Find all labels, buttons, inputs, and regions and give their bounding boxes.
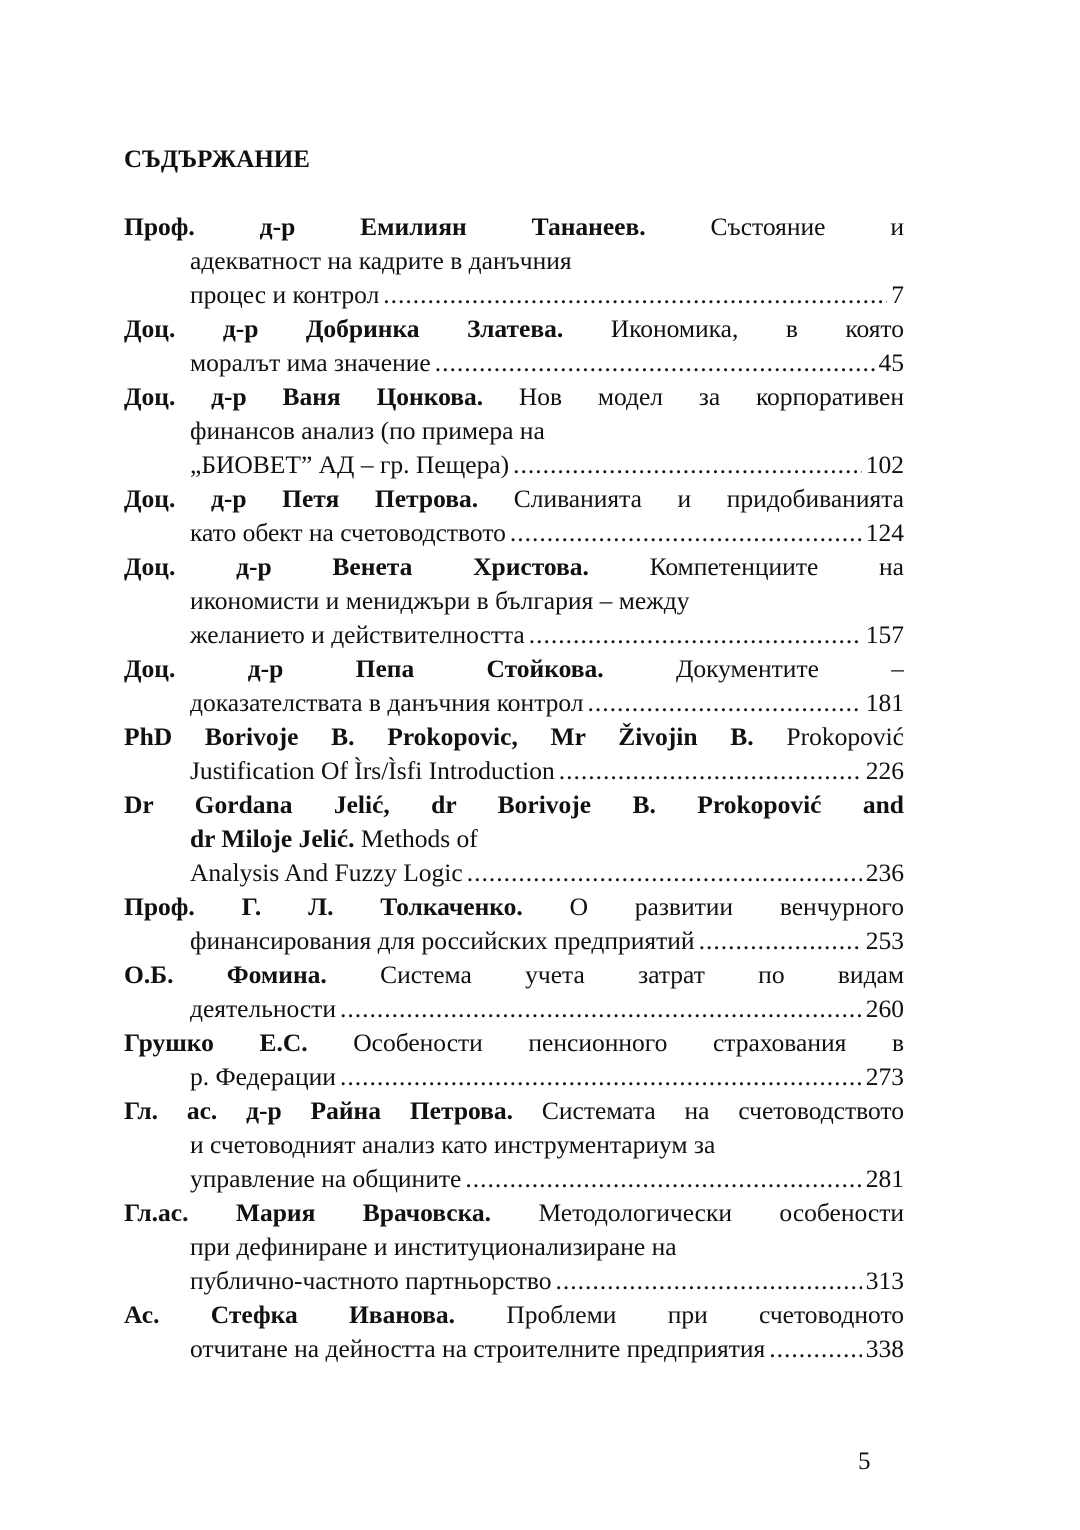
toc-leader-dots [465, 1162, 861, 1196]
toc-entry-title-end: Justification Of Ìrs/Ìsfi Introduction [190, 756, 555, 785]
toc-leader-dots [588, 686, 862, 720]
toc-entry-first-line [124, 958, 904, 992]
toc-leader-dots [513, 448, 862, 482]
toc-entry [124, 1094, 904, 1196]
toc-entry-author: Доц. д-р Пепа Стойкова. [124, 654, 604, 683]
toc-entry-last-line [124, 618, 904, 652]
page-number: 5 [858, 1448, 871, 1475]
toc-entry-title-end: р. Федерации [190, 1062, 336, 1091]
toc-entry-author: Доц. д-р Добринка Златева. [124, 314, 564, 343]
toc-entry-last-line [124, 754, 904, 788]
toc-entry-last-line [124, 516, 904, 550]
toc-entry-title-start: Икономика, в която [563, 314, 904, 343]
toc-entry-second-line [124, 822, 904, 856]
toc-page-number: 181 [865, 688, 904, 717]
toc-entry-first-line [124, 1196, 904, 1230]
toc-entry-title-end: управление на общините [190, 1164, 462, 1193]
toc-entry-title-line: и счетоводният анализ като инструментариум за [190, 1130, 716, 1159]
toc-entry-title-end: финансирования для российских предприятий [190, 926, 695, 955]
toc-entry-author: Ас. Стефка Иванова. [124, 1300, 456, 1329]
toc-page-number: 226 [865, 756, 904, 785]
toc-leader-dots [559, 754, 862, 788]
toc-entry-last-line [124, 448, 904, 482]
toc-leader-dots [555, 1264, 861, 1298]
toc-entry-author: PhD Borivoje B. Prokopovic, Mr Živojin B. [124, 722, 754, 751]
toc-entry-first-line [124, 210, 904, 244]
toc-entry-first-line [124, 550, 904, 584]
toc-entry-title-start: Проблеми при счетоводното [455, 1300, 904, 1329]
toc-entry-author: Грушко Е.С. [124, 1028, 308, 1057]
toc-entry [124, 652, 904, 720]
toc-entry-author: О.Б. Фомина. [124, 960, 327, 989]
toc-entry [124, 720, 904, 788]
toc-entry-title-start: Система учета затрат по видам [326, 960, 904, 989]
toc-entry-first-line [124, 1298, 904, 1332]
toc-entry [124, 958, 904, 1026]
toc-entry-title-start: Нов модел за корпоративен [483, 382, 904, 411]
toc-entry-first-line [124, 652, 904, 686]
toc-entry [124, 890, 904, 958]
toc-entry [124, 482, 904, 550]
toc-leader-dots [383, 278, 887, 312]
toc-entry-author: Dr Gordana Jelić, dr Borivoje B. Prokopović and [124, 790, 904, 819]
toc-entry-last-line [124, 1332, 904, 1366]
toc-entry-title-end: „БИОВЕТ” АД – гр. Пещера) [190, 450, 510, 479]
toc-leader-dots [510, 516, 862, 550]
toc-entry-title-start: Methods of [354, 824, 478, 853]
toc-entry-author: Проф. д-р Емилиян Тананеев. [124, 212, 646, 241]
toc-entry-title-line: икономисти и мениджъри в българия – между [190, 586, 690, 615]
toc-page-number: 313 [865, 1266, 904, 1295]
toc-entry [124, 550, 904, 652]
toc-entry-title-end: отчитане на дейността на строителните предприятия [190, 1334, 766, 1363]
toc-entry-first-line [124, 312, 904, 346]
toc-entry-last-line [124, 1060, 904, 1094]
toc-entry-title-start: Състояние и [645, 212, 904, 241]
toc-entry-title-start: Prokopović [753, 722, 904, 751]
toc-leader-dots [340, 1060, 862, 1094]
toc-entry-last-line [124, 278, 904, 312]
toc-leader-dots [769, 1332, 861, 1366]
toc-entry-title-end: доказателствата в данъчния контрол [190, 688, 584, 717]
toc-entry-author: Проф. Г. Л. Толкаченко. [124, 892, 523, 921]
toc-entry [124, 380, 904, 482]
table-of-contents [124, 210, 904, 1366]
toc-entry-first-line [124, 1026, 904, 1060]
toc-entry-title-end: Analysis And Fuzzy Logic [190, 858, 463, 887]
toc-entry-title-start: О развитии венчурного [522, 892, 904, 921]
toc-entry-last-line [124, 1264, 904, 1298]
toc-entry-title-start: Методологически особености [491, 1198, 904, 1227]
toc-entry-author: Гл. ас. д-р Райна Петрова. [124, 1096, 514, 1125]
toc-leader-dots [435, 346, 875, 380]
toc-leader-dots [467, 856, 862, 890]
toc-entry-author: Гл.ас. Мария Врачовска. [124, 1198, 492, 1227]
toc-entry-author: Доц. д-р Петя Петрова. [124, 484, 479, 513]
toc-entry-title-start: Особености пенсионного страхования в [307, 1028, 904, 1057]
toc-entry [124, 788, 904, 890]
toc-entry-last-line [124, 992, 904, 1026]
toc-page-number: 157 [865, 620, 904, 649]
toc-leader-dots [529, 618, 862, 652]
toc-entry-author: Доц. д-р Венета Христова. [124, 552, 589, 581]
toc-entry-first-line [124, 720, 904, 754]
toc-page-number: 124 [865, 518, 904, 547]
toc-page-number: 102 [865, 450, 904, 479]
toc-entry-title-start: Системата на счетоводството [513, 1096, 904, 1125]
toc-entry-author: Доц. д-р Ваня Цонкова. [124, 382, 484, 411]
toc-entry-title-line: адекватност на кадрите в данъчния [190, 246, 572, 275]
toc-page-number: 273 [865, 1062, 904, 1091]
toc-entry-first-line [124, 1094, 904, 1128]
toc-entry-title-end: желанието и действителността [190, 620, 525, 649]
toc-entry-title-start: Компетенциите на [588, 552, 904, 581]
toc-entry-title-end: процес и контрол [190, 280, 380, 309]
toc-entry-author-continued: dr Miloje Jelić. [190, 824, 355, 853]
toc-page-number: 253 [865, 926, 904, 955]
toc-entry-first-line [124, 482, 904, 516]
toc-entry-title-end: деятельности [190, 994, 336, 1023]
toc-entry-title-start: Сливанията и придобиванията [478, 484, 904, 513]
page-title: СЪДЪРЖАНИЕ [124, 146, 310, 173]
toc-leader-dots [699, 924, 862, 958]
toc-entry [124, 1196, 904, 1298]
toc-entry-last-line [124, 346, 904, 380]
toc-entry [124, 1026, 904, 1094]
toc-leader-dots [340, 992, 862, 1026]
toc-entry-last-line [124, 856, 904, 890]
toc-entry [124, 1298, 904, 1366]
toc-entry-title-line: финансов анализ (по примера на [190, 416, 545, 445]
toc-entry-title-end: публично-частното партньорство [190, 1266, 552, 1295]
toc-page-number: 260 [865, 994, 904, 1023]
toc-entry-first-line [124, 890, 904, 924]
toc-entry-first-line [124, 788, 904, 822]
toc-entry [124, 312, 904, 380]
toc-entry-title-end: като обект на счетоводството [190, 518, 506, 547]
toc-entry-title-start: Документите – [603, 654, 904, 683]
toc-entry [124, 210, 904, 312]
toc-entry-last-line [124, 686, 904, 720]
toc-page-number: 7 [891, 280, 904, 309]
toc-page-number: 338 [865, 1334, 904, 1363]
toc-entry-title-end: моралът има значение [190, 348, 431, 377]
toc-page-number: 281 [865, 1164, 904, 1193]
toc-page-number: 45 [878, 348, 904, 377]
toc-page-number: 236 [865, 858, 904, 887]
toc-entry-first-line [124, 380, 904, 414]
toc-entry-last-line [124, 1162, 904, 1196]
toc-entry-title-line: при дефиниране и институционализиране на [190, 1232, 677, 1261]
toc-entry-last-line [124, 924, 904, 958]
